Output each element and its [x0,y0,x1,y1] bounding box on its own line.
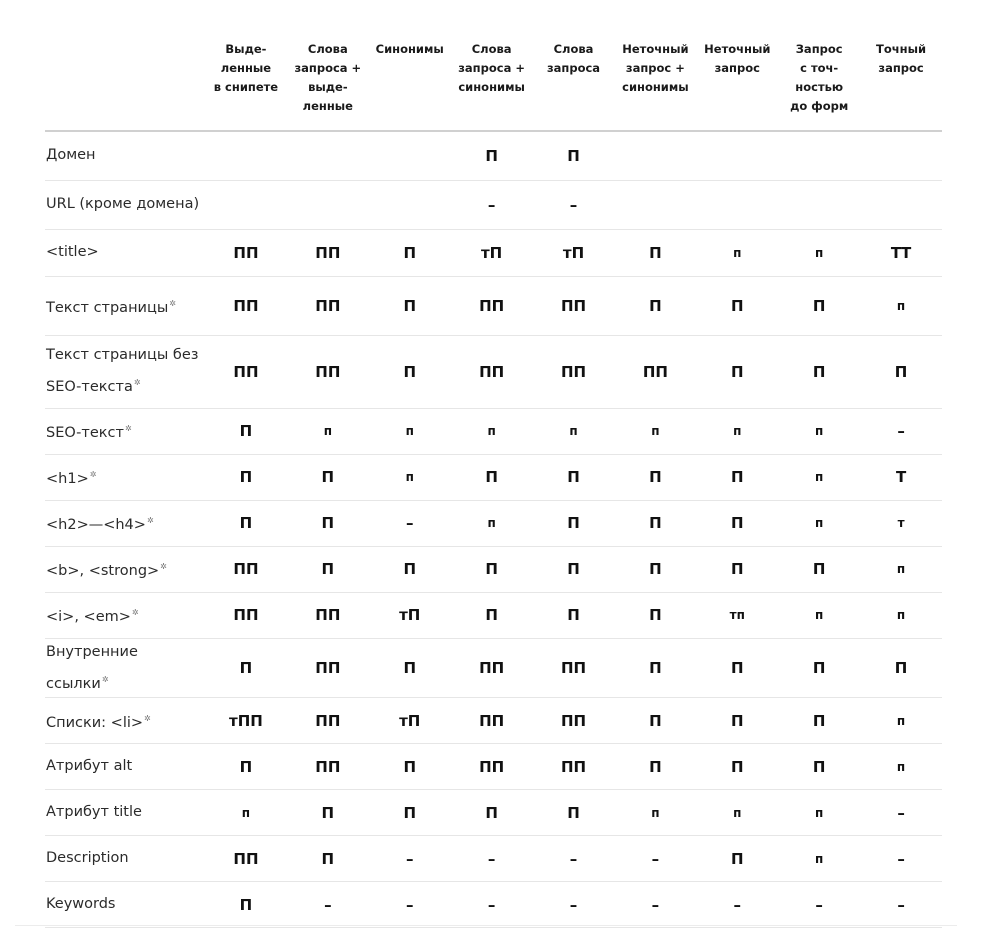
row-label [45,592,205,638]
table-cell: п [696,790,778,836]
table-cell: П [778,744,860,790]
table-cell: П [696,698,778,744]
table-cell: – [451,836,533,882]
table-cell: Т [860,454,942,500]
row-label [45,744,205,790]
table-cell: п [778,454,860,500]
table-cell: П [205,744,287,790]
table-cell: ПП [533,744,615,790]
table-cell: П [451,546,533,592]
footnote-star-icon: ✲ [144,713,151,723]
table-cell: П [533,131,615,180]
table-cell: п [860,276,942,335]
table-cell: ПП [614,335,696,408]
row-label [45,698,205,744]
table-cell [778,131,860,180]
row-label-text: <title> [46,244,99,260]
table-cell: т [860,500,942,546]
table-cell: – [369,836,451,882]
table-cell: п [860,744,942,790]
table-cell [696,180,778,229]
table-cell: п [778,592,860,638]
table-cell: п [614,790,696,836]
row-label-text: <b>, <strong> [46,562,160,579]
ranking-factors-table-container [45,40,942,928]
footnote-star-icon: ✲ [160,562,167,572]
row-label [45,180,205,229]
table-cell: ПП [451,335,533,408]
table-cell: п [778,836,860,882]
table-cell: П [205,408,287,454]
table-cell [287,180,369,229]
table-cell: – [696,882,778,928]
table-cell: п [778,500,860,546]
table-cell: П [614,744,696,790]
table-cell: П [451,790,533,836]
table-cell: П [614,500,696,546]
row-label [45,500,205,546]
table-cell: – [860,408,942,454]
table-cell: П [369,790,451,836]
footnote-star-icon: ✲ [133,378,141,388]
table-cell: П [287,836,369,882]
table-cell: П [287,500,369,546]
table-cell: – [860,790,942,836]
table-cell: П [614,546,696,592]
table-cell [369,131,451,180]
table-row [45,546,942,592]
table-cell: П [533,546,615,592]
table-cell: П [696,335,778,408]
table-cell: – [369,500,451,546]
row-label-text: Текст страницы без SEO-текста [46,347,199,395]
table-row [45,454,942,500]
footnote-star-icon: ✲ [131,608,139,618]
table-cell: ПП [287,335,369,408]
table-row [45,698,942,744]
table-cell: – [860,836,942,882]
table-cell: П [533,500,615,546]
table-cell: – [614,882,696,928]
footnote-star-icon: ✲ [169,298,176,308]
table-cell: – [533,836,615,882]
table-cell: П [205,454,287,500]
row-label-text: Keywords [46,896,116,913]
table-cell: ПП [205,335,287,408]
header-column-3: Синонимы [369,40,451,131]
row-label [45,335,205,408]
table-body [45,131,942,928]
row-label-text: Внутренние ссылки [46,643,138,692]
table-cell [369,180,451,229]
table-cell: тП [369,592,451,638]
table-cell: – [614,836,696,882]
table-row [45,882,942,928]
table-cell: П [451,592,533,638]
table-row [45,131,942,180]
row-label [45,546,205,592]
row-label-text: Текст страницы [46,299,169,316]
row-label-text: Description [46,850,129,867]
table-cell: – [533,882,615,928]
table-cell: – [778,882,860,928]
table-cell: ПП [205,276,287,335]
row-label-text: Атрибут title [46,804,142,821]
table-row [45,335,942,408]
table-cell [696,131,778,180]
row-label [45,229,205,276]
table-row [45,790,942,836]
table-cell: ПП [205,546,287,592]
table-cell: П [451,131,533,180]
table-cell: П [451,454,533,500]
table-cell: П [614,276,696,335]
table-cell: П [696,638,778,698]
table-row [45,276,942,335]
header-row [45,40,942,131]
table-cell: П [614,698,696,744]
table-cell: ПП [533,335,615,408]
row-label [45,638,205,698]
table-cell: П [533,454,615,500]
table-cell: П [287,454,369,500]
table-cell: – [451,882,533,928]
table-cell: ПП [205,836,287,882]
table-cell: п [451,408,533,454]
footnote-star-icon: ✲ [89,470,97,480]
table-cell: П [287,790,369,836]
table-cell: п [696,229,778,276]
table-cell: тП [369,698,451,744]
table-cell: п [860,698,942,744]
table-cell: ПП [533,276,615,335]
table-cell [614,131,696,180]
row-label-text: <h2>—<h4> [46,516,146,533]
table-cell: ПП [287,276,369,335]
table-cell [778,180,860,229]
table-cell: ПП [287,638,369,698]
table-cell: П [860,335,942,408]
table-cell: – [369,882,451,928]
table-row [45,744,942,790]
header-column-7: Неточный запрос [696,40,778,131]
table-cell: П [778,335,860,408]
table-cell: П [614,454,696,500]
table-cell: – [860,882,942,928]
header-column-6: Неточный запрос + синонимы [614,40,696,131]
table-cell: П [696,836,778,882]
table-cell: п [778,790,860,836]
row-label-text: SEO-текст [46,424,124,441]
table-cell: п [287,408,369,454]
table-cell: П [778,546,860,592]
table-cell: тП [451,229,533,276]
table-cell: ПП [451,744,533,790]
table-cell: – [451,180,533,229]
row-label [45,790,205,836]
table-header [45,40,942,131]
table-cell: П [369,638,451,698]
header-column-9: Точный запрос [860,40,942,131]
table-cell: П [533,790,615,836]
table-row [45,408,942,454]
header-column-2: Слова запроса + выде- ленные [287,40,369,131]
table-cell: ПП [533,638,615,698]
table-cell: п [778,408,860,454]
bottom-divider [15,925,957,926]
table-cell: ПП [451,638,533,698]
header-column-5: Слова запроса [533,40,615,131]
table-cell [860,180,942,229]
row-label [45,276,205,335]
row-label-text: URL (кроме домена) [46,196,200,212]
table-cell: ПП [451,698,533,744]
table-cell: П [778,698,860,744]
table-cell: П [287,546,369,592]
table-cell: ПП [451,276,533,335]
table-cell: П [696,454,778,500]
table-cell: ТТ [860,229,942,276]
table-cell: тП [533,229,615,276]
table-cell: п [533,408,615,454]
table-cell: П [205,882,287,928]
row-label-text: <h1> [46,470,89,487]
table-cell: П [369,276,451,335]
table-cell: ПП [287,229,369,276]
table-cell: П [369,546,451,592]
table-cell: – [287,882,369,928]
table-cell: П [696,744,778,790]
table-cell: П [614,229,696,276]
row-label-text: Списки: <li> [46,714,144,731]
table-cell [860,131,942,180]
table-cell: П [860,638,942,698]
table-cell: п [369,454,451,500]
table-cell: ПП [205,592,287,638]
header-column-1: Выде- ленные в снипете [205,40,287,131]
table-cell: п [696,408,778,454]
table-cell: П [614,592,696,638]
table-cell: тПП [205,698,287,744]
ranking-factors-table [45,40,942,928]
table-cell: П [205,500,287,546]
table-row [45,638,942,698]
table-cell: П [778,638,860,698]
table-row [45,592,942,638]
table-row [45,229,942,276]
row-label [45,454,205,500]
row-label [45,836,205,882]
table-cell: П [696,276,778,335]
table-cell: ПП [287,744,369,790]
table-cell: п [369,408,451,454]
table-cell [614,180,696,229]
table-cell: П [778,276,860,335]
table-cell: ПП [287,698,369,744]
table-cell: п [860,546,942,592]
table-cell: П [696,500,778,546]
table-cell: П [533,592,615,638]
table-cell: П [205,638,287,698]
table-cell: п [860,592,942,638]
table-cell: тп [696,592,778,638]
table-cell: п [778,229,860,276]
table-cell: ПП [287,592,369,638]
table-cell: п [451,500,533,546]
table-cell: п [205,790,287,836]
table-cell [205,180,287,229]
header-column-4: Слова запроса + синонимы [451,40,533,131]
table-cell: – [533,180,615,229]
row-label-text: Атрибут alt [46,758,133,775]
row-label-text: Домен [46,147,96,164]
table-cell: П [369,335,451,408]
table-cell: П [614,638,696,698]
table-row [45,180,942,229]
table-cell: П [369,744,451,790]
footnote-star-icon: ✲ [101,674,109,684]
row-label [45,131,205,180]
table-row [45,500,942,546]
header-column-8: Запрос с точ- ностью до форм [778,40,860,131]
footnote-star-icon: ✲ [146,516,154,526]
table-cell: п [614,408,696,454]
row-label [45,408,205,454]
footnote-star-icon: ✲ [124,424,132,434]
table-cell: П [696,546,778,592]
table-cell [287,131,369,180]
header-label-column [45,40,205,131]
table-cell: П [369,229,451,276]
row-label-text: <i>, <em> [46,608,131,625]
table-cell [205,131,287,180]
table-row [45,836,942,882]
table-cell: ПП [205,229,287,276]
row-label [45,882,205,928]
table-cell: ПП [533,698,615,744]
